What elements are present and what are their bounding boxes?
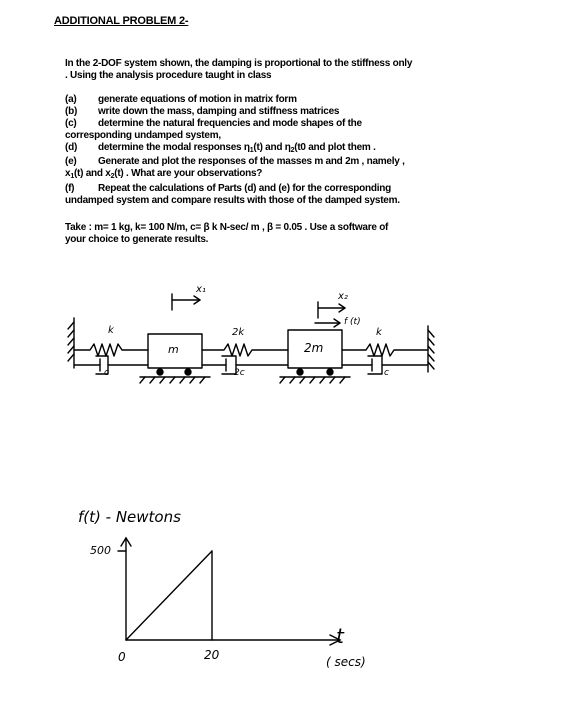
- k-mid-label: 2k: [232, 327, 245, 338]
- middle-spring: [202, 344, 288, 356]
- item-a-label: (a): [65, 94, 77, 105]
- mass-2m-label: 2m: [304, 341, 324, 355]
- item-e-text: Generate and plot the responses of the masses m and 2m , namely ,: [98, 156, 405, 167]
- item-f-label: (f): [65, 183, 75, 194]
- force-label: f (t): [344, 317, 361, 327]
- c-right-label: c: [384, 368, 389, 378]
- item-d-label: (d): [65, 142, 78, 153]
- given-values-line-2: your choice to generate results.: [65, 234, 209, 245]
- item-f-text: Repeat the calculations of Parts (d) and (e) for the corresponding: [98, 183, 391, 194]
- plot-x-axis-label: t: [336, 624, 344, 648]
- item-a-text: generate equations of motion in matrix form: [98, 94, 297, 105]
- given-values-line-1: Take : m= 1 kg, k= 100 N/m, c= β k N-sec/ m , β = 0.05 . Use a software of: [65, 222, 389, 233]
- intro-line-2: . Using the analysis procedure taught in class: [65, 70, 272, 81]
- mass-m-label: m: [168, 343, 179, 356]
- plot-x-tick-label: 20: [204, 648, 220, 662]
- plot-y-axis-label: f(t) - Newtons: [78, 508, 181, 526]
- item-e-label: (e): [65, 156, 77, 167]
- item-e-text-2: $x_1(t)$ and $x_2(t)$ . What are your observations?: [65, 168, 263, 180]
- item-d-text: determine the modal responses $\eta_1(t)$ and $\eta_2(t0$ and plot them .: [98, 142, 376, 154]
- item-b-label: (b): [65, 106, 78, 117]
- item-c-text: determine the natural frequencies and mode shapes of the: [98, 118, 362, 129]
- left-wall-hatch: [68, 322, 74, 361]
- k-left-label: k: [108, 325, 114, 336]
- c-left-label: c: [104, 368, 109, 378]
- plot-x-unit-label: ( secs): [326, 655, 366, 669]
- ramp-line: [126, 551, 212, 640]
- item-f-text-2: undamped system and compare results with those of the damped system.: [65, 195, 400, 206]
- x2-label: x₂: [338, 291, 348, 302]
- problem-title: ADDITIONAL PROBLEM 2-: [54, 15, 189, 27]
- x1-label: x₁: [196, 284, 206, 295]
- left-spring: [74, 344, 148, 356]
- force-plot: [118, 538, 340, 645]
- plot-origin-label: 0: [118, 650, 126, 664]
- item-b-text: write down the mass, damping and stiffness matrices: [98, 106, 340, 117]
- c-mid-label: 2c: [234, 368, 245, 378]
- intro-line-1: In the 2-DOF system shown, the damping is proportional to the stiffness only: [65, 58, 413, 69]
- right-spring: [342, 344, 428, 356]
- k-right-label: k: [376, 327, 382, 338]
- item-c-label: (c): [65, 118, 77, 129]
- plot-y-tick-label: 500: [90, 544, 111, 557]
- item-c-text-2: corresponding undamped system,: [65, 130, 221, 141]
